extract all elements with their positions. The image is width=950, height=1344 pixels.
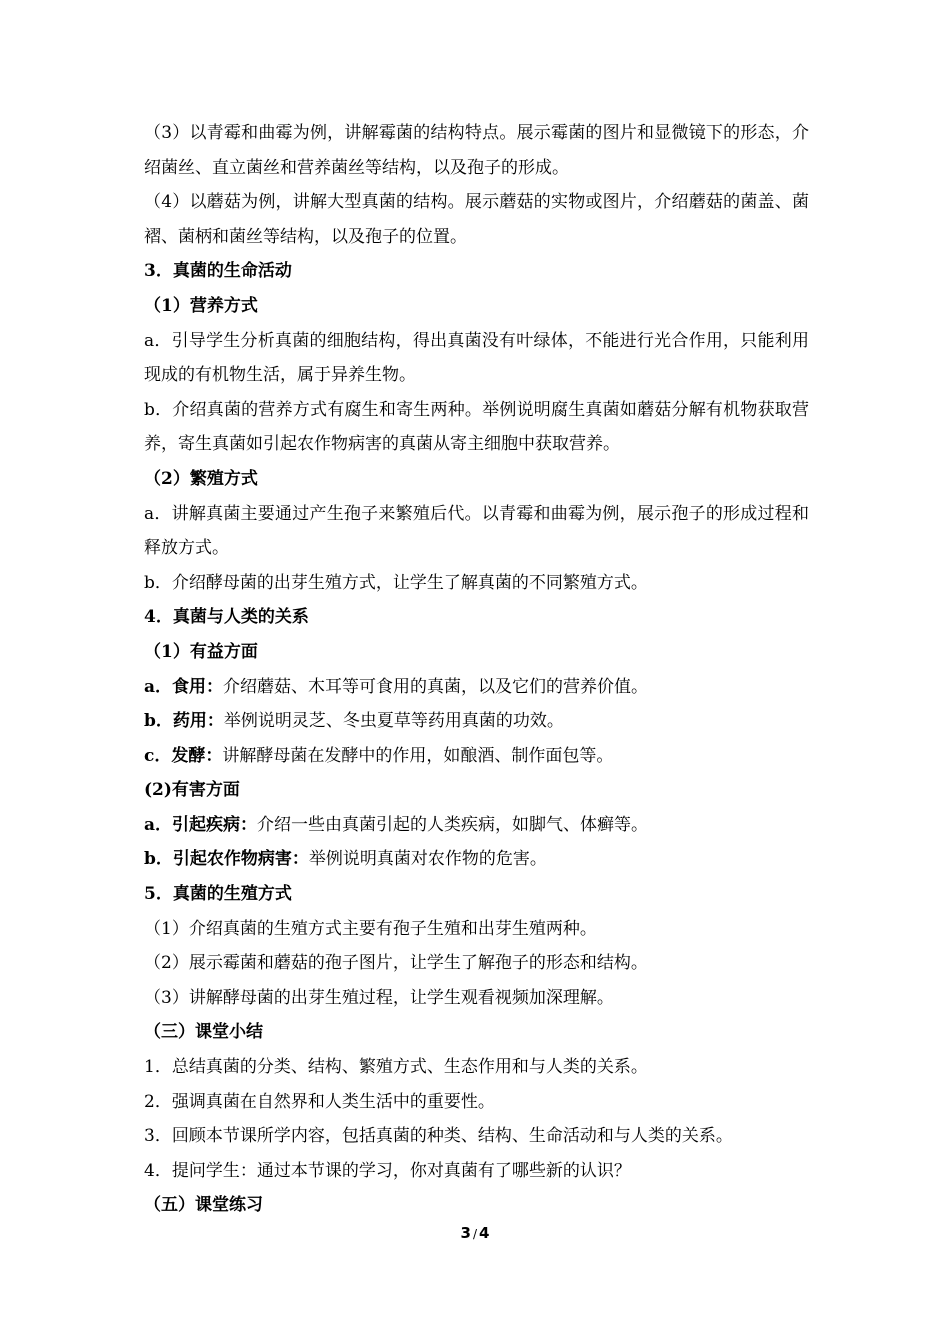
reproduction-item-2: （2）展示霉菌和蘑菇的孢子图片，让学生了解孢子的形态和结构。 <box>144 953 648 974</box>
summary-item-2: 2．强调真菌在自然界和人类生活中的重要性。 <box>144 1091 495 1112</box>
paragraph-heterotroph: a．引导学生分析真菌的细胞结构，得出真菌没有叶绿体，不能进行光合作用，只能利用现成的有机物生活，属于异养生物。 <box>144 330 809 386</box>
benefit-fermentation-label: c．发酵： <box>144 745 223 766</box>
benefit-fermentation <box>144 739 809 774</box>
subheading-reproduction: （2）繁殖方式 <box>144 468 258 489</box>
harm-disease-text: 介绍一些由真菌引起的人类疾病，如脚气、体癣等。 <box>257 814 649 835</box>
current-page-number: 3 <box>460 1224 471 1242</box>
benefit-medicine-label: b．药用： <box>144 711 224 732</box>
total-page-count: 4 <box>479 1224 490 1242</box>
benefit-fermentation-text: 讲解酵母菌在发酵中的作用，如酿酒、制作面包等。 <box>222 745 614 766</box>
heading-class-practice: （五）课堂练习 <box>144 1195 263 1216</box>
benefit-food-text: 介绍蘑菇、木耳等可食用的真菌，以及它们的营养价值。 <box>223 676 649 697</box>
page-separator: / <box>472 1227 478 1241</box>
harm-disease <box>144 808 809 843</box>
paragraph-mold-structure: （3）以青霉和曲霉为例，讲解霉菌的结构特点。展示霉菌的图片和显微镜下的形态，介绍菌丝、直立菌丝和营养菌丝等结构，以及孢子的形成。 <box>144 123 809 178</box>
subheading-nutrition: （1）营养方式 <box>144 295 258 316</box>
reproduction-item-1: （1）介绍真菌的生殖方式主要有孢子生殖和出芽生殖两种。 <box>144 918 597 939</box>
benefit-food <box>144 670 809 705</box>
harm-crops-text: 举例说明真菌对农作物的危害。 <box>308 849 547 870</box>
harm-crops <box>144 842 809 877</box>
summary-item-1: 1．总结真菌的分类、结构、繁殖方式、生态作用和与人类的关系。 <box>144 1057 648 1078</box>
summary-item-3: 3．回顾本节课所学内容，包括真菌的种类、结构、生命活动和与人类的关系。 <box>144 1126 733 1147</box>
heading-reproduction-methods: 5．真菌的生殖方式 <box>144 884 292 905</box>
subheading-benefits: （1）有益方面 <box>144 641 258 662</box>
paragraph-spore-reproduction: a．讲解真菌主要通过产生孢子来繁殖后代。以青霉和曲霉为例，展示孢子的形成过程和释放方式。 <box>144 503 809 559</box>
harm-crops-label: b．引起农作物病害： <box>144 849 309 870</box>
heading-life-activities: 3．真菌的生命活动 <box>144 261 292 282</box>
page-number <box>0 1224 950 1242</box>
benefit-medicine <box>144 704 809 739</box>
benefit-food-label: a．食用： <box>144 676 224 697</box>
subheading-harms: (2)有害方面 <box>144 780 240 801</box>
harm-disease-label: a．引起疾病： <box>144 814 258 835</box>
summary-item-4: 4．提问学生：通过本节课的学习，你对真菌有了哪些新的认识？ <box>144 1160 631 1181</box>
paragraph-budding: b．介绍酵母菌的出芽生殖方式，让学生了解真菌的不同繁殖方式。 <box>144 572 648 593</box>
reproduction-item-3: （3）讲解酵母菌的出芽生殖过程，让学生观看视频加深理解。 <box>144 987 614 1008</box>
benefit-medicine-text: 举例说明灵芝、冬虫夏草等药用真菌的功效。 <box>223 711 564 732</box>
heading-class-summary: （三）课堂小结 <box>144 1022 263 1043</box>
paragraph-saprophyte-parasite: b．介绍真菌的营养方式有腐生和寄生两种。举例说明腐生真菌如蘑菇分解有机物获取营养，寄生真菌如引起农作物病害的真菌从寄主细胞中获取营养。 <box>144 399 809 455</box>
heading-human-relation: 4．真菌与人类的关系 <box>144 607 309 628</box>
document-body <box>144 116 809 1223</box>
paragraph-mushroom-structure: （4）以蘑菇为例，讲解大型真菌的结构。展示蘑菇的实物或图片，介绍蘑菇的菌盖、菌褶、菌柄和菌丝等结构，以及孢子的位置。 <box>144 192 809 247</box>
